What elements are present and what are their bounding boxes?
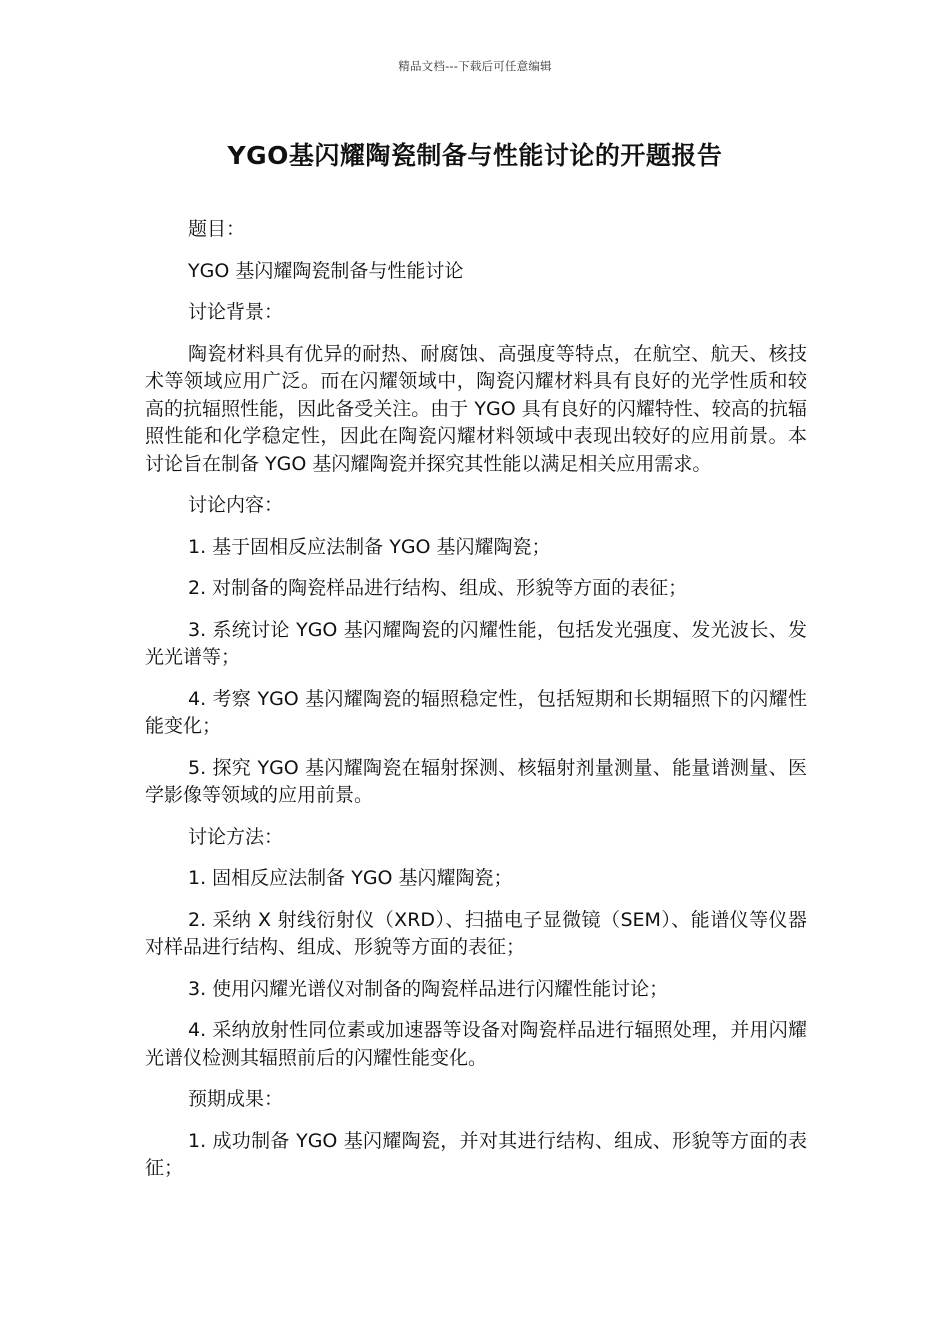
- label-topic: 题目：: [188, 218, 246, 240]
- method-item: 3. 使用闪耀光谱仪对制备的陶瓷样品进行闪耀性能讨论；: [188, 977, 669, 1000]
- content-item: 4. 考察 YGO 基闪耀陶瓷的辐照稳定性，包括短期和长期辐照下的闪耀性能变化；: [145, 687, 807, 737]
- method-item: 1. 固相反应法制备 YGO 基闪耀陶瓷；: [188, 867, 513, 889]
- content-item: 5. 探究 YGO 基闪耀陶瓷在辐射探测、核辐射剂量测量、能量谱测量、医学影像等领域的应用前景。: [145, 756, 807, 806]
- label-expected-results: 预期成果：: [188, 1088, 284, 1110]
- document-body: [145, 216, 807, 1197]
- label-method: 讨论方法：: [188, 825, 284, 848]
- label-content: 讨论内容：: [188, 494, 284, 516]
- result-item: 1. 成功制备 YGO 基闪耀陶瓷，并对其进行结构、组成、形貌等方面的表征；: [145, 1129, 807, 1179]
- header-note: 精品文档---下载后可任意编辑: [398, 59, 552, 73]
- topic-text: YGO 基闪耀陶瓷制备与性能讨论: [188, 259, 464, 282]
- label-background: 讨论背景：: [188, 301, 284, 323]
- content-item: 2. 对制备的陶瓷样品进行结构、组成、形貌等方面的表征；: [188, 577, 688, 599]
- method-item: 2. 采纳 X 射线衍射仪（XRD）、扫描电子显微镜（SEM）、能谱仪等仪器对样品进行结构、组成、形貌等方面的表征；: [145, 908, 807, 958]
- background-text: 陶瓷材料具有优异的耐热、耐腐蚀、高强度等特点，在航空、航天、核技术等领域应用广泛。而在闪耀领域中，陶瓷闪耀材料具有良好的光学性质和较高的抗辐照性能，因此备受关注。由于 YGO 具有良好的闪耀特性、较高的抗辐照性能和化学稳定性，因此在陶瓷闪耀材料领域中表现出较好的应用前景。本讨论旨在制备 YGO 基闪耀陶瓷并探究其性能以满足相关应用需求。: [145, 342, 807, 475]
- content-item: 3. 系统讨论 YGO 基闪耀陶瓷的闪耀性能，包括发光强度、发光波长、发光光谱等；: [145, 618, 807, 668]
- content-item: 1. 基于固相反应法制备 YGO 基闪耀陶瓷；: [188, 535, 551, 558]
- method-item: 4. 采纳放射性同位素或加速器等设备对陶瓷样品进行辐照处理，并用闪耀光谱仪检测其辐照前后的闪耀性能变化。: [145, 1019, 807, 1069]
- document-title: YGO基闪耀陶瓷制备与性能讨论的开题报告: [227, 141, 723, 170]
